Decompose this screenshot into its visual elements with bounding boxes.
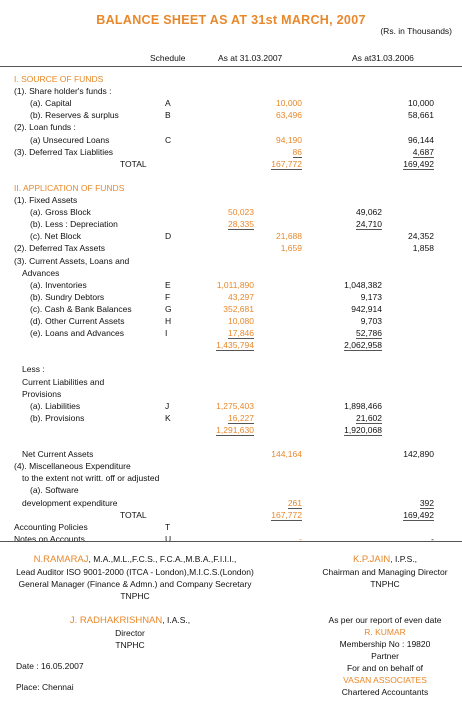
row-label: Current Liabilities and [22, 376, 105, 387]
sub-amount-2007: 1,435,794 [216, 340, 254, 351]
amount-2006: 24,352 [408, 231, 434, 242]
sub-amount-2007: 1,275,403 [216, 400, 254, 411]
amount-2006: 58,661 [408, 110, 434, 121]
amount-2006: 10,000 [408, 98, 434, 109]
signatory-left-name: N.RAMARAJ [33, 554, 89, 565]
row-label: (d). Other Current Assets [30, 316, 125, 326]
sub-amount-2006: 24,710 [356, 219, 382, 230]
row-label: (b). Reserves & surplus [30, 110, 119, 121]
row-label: Accounting Policies [14, 521, 88, 532]
row-label: Net Current Assets [22, 449, 94, 460]
amount-2006: 169,492 [403, 509, 434, 520]
amount-2006: 142,890 [403, 449, 434, 460]
row-label: (a). Capital [30, 98, 72, 109]
table-row [0, 74, 462, 86]
table-row [0, 425, 462, 437]
table-row [0, 389, 462, 401]
table-row [0, 522, 462, 534]
amount-2007: 1,659 [280, 243, 302, 254]
schedule-ref: G [165, 303, 172, 314]
row-label: (b). Provisions [30, 412, 85, 423]
table-row [0, 461, 462, 473]
table-row [0, 485, 462, 497]
row-label: development expenditure [22, 497, 118, 508]
schedule-ref: C [165, 134, 172, 145]
sub-amount-2007: 10,080 [228, 316, 254, 326]
table-row [0, 437, 462, 449]
sub-amount-2007: 50,023 [228, 207, 254, 218]
row-label: (3). Deferred Tax Liablities [14, 146, 114, 157]
schedule-ref: I [165, 328, 168, 339]
units-note: (Rs. in Thousands) [380, 26, 452, 36]
amount-2007: - [299, 533, 302, 544]
signatory-right-name: K.P.JAIN [352, 554, 391, 565]
table-row [0, 135, 462, 147]
schedule-ref: T [165, 521, 171, 532]
row-label: (e). Loans and Advances [30, 328, 125, 339]
sub-amount-2006: 49,062 [356, 207, 382, 218]
amount-2007: 86 [292, 146, 302, 157]
sub-amount-2007: 43,297 [228, 291, 254, 302]
footer-divider [0, 541, 462, 542]
row-label: (b). Sundry Debtors [30, 291, 105, 302]
row-label: to the extent not writt. off or adjusted [22, 473, 160, 484]
table-row [0, 534, 462, 546]
table-row [0, 98, 462, 110]
date: Date : 16.05.2007 [16, 661, 84, 671]
schedule-ref: K [165, 412, 171, 423]
table-row [0, 219, 462, 231]
header-divider [0, 66, 462, 67]
row-label: (a) Unsecured Loans [30, 134, 110, 145]
sub-amount-2006: 21,602 [356, 412, 382, 423]
sub-amount-2007: 17,846 [228, 328, 254, 339]
sub-amount-2006: 1,048,382 [344, 279, 382, 290]
sub-amount-2007: 28,335 [228, 219, 254, 230]
sub-amount-2006: 1,898,466 [344, 400, 382, 411]
sub-amount-2007: 1,011,890 [216, 279, 254, 290]
table-row [0, 377, 462, 389]
amount-2006: 1,858 [412, 243, 434, 254]
row-label: (4). Miscellaneous Expenditure [14, 461, 131, 472]
table-row [0, 243, 462, 255]
place: Place: Chennai [16, 682, 74, 692]
page-title: BALANCE SHEET AS AT 31st MARCH, 2007 [96, 13, 366, 27]
table-row [0, 364, 462, 376]
sub-amount-2007: 16,227 [228, 412, 254, 423]
table-row [0, 159, 462, 171]
table-row [0, 231, 462, 243]
col-2006-header: As at31.03.2006 [352, 53, 414, 63]
table-row [0, 147, 462, 159]
sub-amount-2007: 352,681 [223, 303, 254, 314]
signatory-middle-name: J. RADHAKRISHNAN [69, 615, 163, 626]
row-label: II. APPLICATION OF FUNDS [14, 182, 125, 193]
schedule-ref: H [165, 316, 172, 326]
row-label: (1). Share holder's funds : [14, 86, 112, 97]
table-row [0, 413, 462, 425]
amount-2007: 261 [287, 497, 302, 508]
table-row [0, 268, 462, 280]
row-label: (2). Loan funds : [14, 122, 76, 133]
amount-2006: 392 [419, 497, 434, 508]
amount-2007: 144,164 [271, 449, 302, 460]
amount-2006: 169,492 [403, 158, 434, 169]
amount-2006: 4,687 [412, 146, 434, 157]
row-label: (3). Current Assets, Loans and [14, 255, 130, 266]
row-label: Advances [22, 267, 60, 278]
table-row [0, 280, 462, 292]
amount-2006: 96,144 [408, 134, 434, 145]
table-row [0, 207, 462, 219]
signatory-middle: J. RADHAKRISHNAN, I.A.S., Director TNPHC [69, 615, 191, 650]
sub-amount-2006: 52,786 [356, 328, 382, 339]
sub-amount-2006: 2,062,958 [344, 340, 382, 351]
row-label: (a). Gross Block [30, 207, 91, 218]
table-row [0, 510, 462, 522]
row-label: (a). Software [30, 485, 79, 496]
sub-amount-2007: 1,291,630 [216, 424, 254, 435]
auditor-name: R. KUMAR [364, 627, 406, 637]
table-row [0, 122, 462, 134]
amount-2007: 94,190 [276, 134, 302, 145]
amount-2007: 167,772 [271, 158, 302, 169]
auditor-firm: VASAN ASSOCIATES [343, 675, 427, 685]
row-label: (2). Deferred Tax Assets [14, 243, 106, 254]
amount-2007: 21,688 [276, 231, 302, 242]
table-row [0, 352, 462, 364]
row-label: (a). Inventories [30, 279, 87, 290]
auditor-block: As per our report of even date R. KUMAR Membership No : 19820 Partner For and on behalf of VASAN ASSOCIATES Chartered Accountants [310, 614, 460, 698]
sub-amount-2006: 9,703 [360, 316, 382, 326]
schedule-ref: B [165, 110, 171, 121]
row-label: I. SOURCE OF FUNDS [14, 74, 104, 84]
schedule-header: Schedule [150, 53, 186, 63]
table-row [0, 110, 462, 122]
table-row [0, 316, 462, 328]
col-2007-header: As at 31.03.2007 [218, 53, 283, 63]
table-row [0, 256, 462, 268]
schedule-ref: A [165, 98, 171, 109]
row-label: (a). Liabilities [30, 400, 81, 411]
table-row [0, 195, 462, 207]
row-label: (c). Net Block [30, 231, 82, 242]
sub-amount-2006: 942,914 [351, 303, 382, 314]
table-row [0, 498, 462, 510]
table-row [0, 449, 462, 461]
row-label: Less : [22, 364, 45, 375]
row-label: (c). Cash & Bank Balances [30, 303, 132, 314]
amount-2007: 63,496 [276, 110, 302, 121]
table-row [0, 328, 462, 340]
schedule-ref: J [165, 400, 170, 411]
amount-2006: - [431, 533, 434, 544]
table-row [0, 86, 462, 98]
table-row [0, 183, 462, 195]
amount-2007: 10,000 [276, 98, 302, 109]
schedule-ref: U [165, 533, 172, 544]
row-label: Provisions [22, 388, 62, 399]
table-row [0, 340, 462, 352]
schedule-ref: F [165, 291, 171, 302]
table-row [0, 304, 462, 316]
signatory-right: K.P.JAIN, I.P.S., Chairman and Managing Director TNPHC [322, 554, 448, 589]
signatory-left: N.RAMARAJ, M.A.,M.L.,F.C.S., F.C.A.,M.B.A.,F.I.I.I., Lead Auditor ISO 9001-2000 (ITCA - London),M.I.C.S.(London) General Manager (Finance & Admn.) and Company Secretary TNPHC [16, 554, 254, 601]
schedule-ref: D [165, 231, 172, 242]
table-row [0, 171, 462, 183]
table-row [0, 292, 462, 304]
table-row [0, 401, 462, 413]
sub-amount-2006: 9,173 [360, 291, 382, 302]
schedule-ref: E [165, 279, 171, 290]
row-label: TOTAL [120, 158, 147, 169]
row-label: TOTAL [120, 509, 147, 520]
sub-amount-2006: 1,920,068 [344, 424, 382, 435]
row-label: Notes on Accounts [14, 533, 85, 544]
row-label: (1). Fixed Assets [14, 195, 78, 205]
row-label: (b). Less : Depreciation [30, 219, 118, 230]
amount-2007: 167,772 [271, 509, 302, 520]
table-row [0, 473, 462, 485]
